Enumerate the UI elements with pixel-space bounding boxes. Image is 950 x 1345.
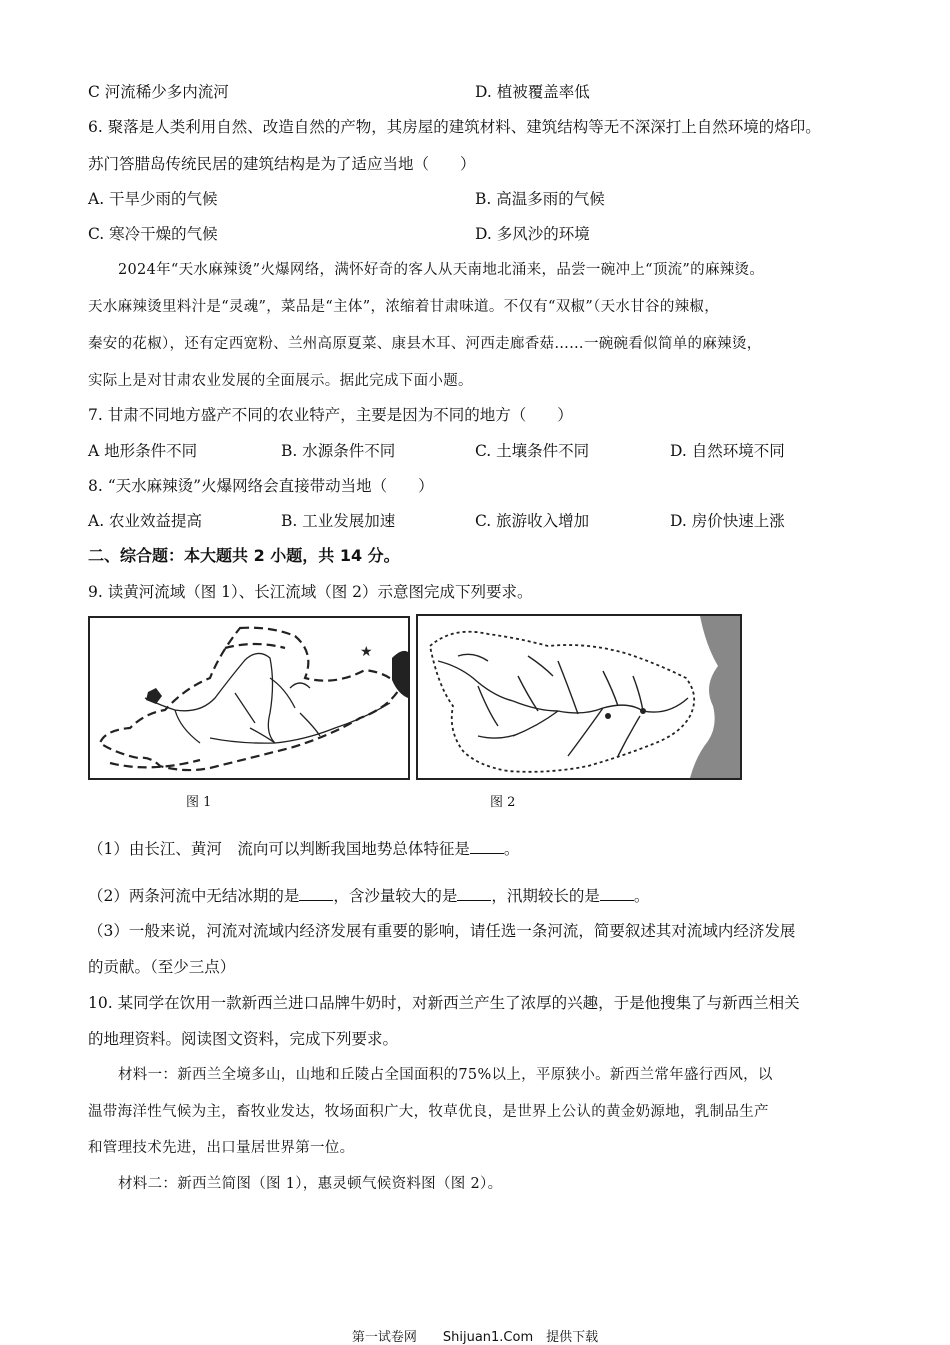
- q6-stem-line2: 苏门答腊岛传统民居的建筑结构是为了适应当地（ ）: [88, 155, 476, 173]
- q8-option-d: D. 房价快速上涨: [670, 512, 785, 530]
- q8-option-c: C. 旅游收入增加: [475, 512, 590, 530]
- q7-option-b: B. 水源条件不同: [281, 442, 396, 460]
- q10-stem-line1: 10. 某同学在饮用一款新西兰进口品牌牛奶时，对新西兰产生了浓厚的兴趣，于是他搜集了与新西兰相关: [88, 994, 800, 1012]
- answer-blank[interactable]: [600, 886, 634, 901]
- q9-part3-line2: 的贡献。（至少三点）: [88, 958, 236, 976]
- sea-area: [690, 616, 740, 778]
- q7-stem: 7. 甘肃不同地方盛产不同的农业特产，主要是因为不同的地方（ ）: [88, 406, 573, 424]
- q9-stem: 9. 读黄河流域（图 1）、长江流域（图 2）示意图完成下列要求。: [88, 583, 533, 601]
- q9-part2: [88, 886, 649, 906]
- figure1-yellow-river-map: [88, 616, 410, 780]
- q6-option-c: C. 寒冷干燥的气候: [88, 225, 218, 243]
- passage-line1: 2024年“天水麻辣烫”火爆网络，满怀好奇的客人从天南地北涌来，品尝一碗冲上“顶流”的麻辣烫。: [118, 262, 765, 278]
- figure1-caption: 图 1: [186, 795, 212, 810]
- yangtze-river-sketch: [418, 616, 740, 778]
- q9-part2-text-b: ，含沙量较大的是: [333, 887, 458, 905]
- yellow-river-sketch: [90, 618, 408, 778]
- q7-option-a: A 地形条件不同: [88, 442, 198, 460]
- q9-part3-line1: （3）一般来说，河流对流域内经济发展有重要的影响，请任选一条河流，简要叙述其对流域内经济发展: [88, 922, 796, 940]
- q5-option-d: D. 植被覆盖率低: [475, 83, 590, 101]
- q10-material1-line3: 和管理技术先进，出口量居世界第一位。: [88, 1140, 355, 1156]
- q9-part2-text-d: 。: [633, 887, 650, 905]
- q8-stem: 8. “天水麻辣烫”火爆网络会直接带动当地（ ）: [88, 477, 434, 495]
- q10-material1-line2: 温带海洋性气候为主，畜牧业发达，牧场面积广大，牧草优良，是世界上公认的黄金奶源地，乳制品生产: [88, 1104, 769, 1120]
- q10-material2: 材料二：新西兰简图（图 1），惠灵顿气候资料图（图 2）。: [118, 1176, 503, 1192]
- q6-option-a: A. 干旱少雨的气候: [88, 190, 218, 208]
- passage-line3: 秦安的花椒），还有定西宽粉、兰州高原夏菜、康县木耳、河西走廊香菇……一碗碗看似简单的麻辣烫，: [88, 336, 762, 352]
- q9-part1-end: 。: [503, 840, 520, 858]
- q9-part2-text-a: （2）两条河流中无结冰期的是: [88, 887, 300, 905]
- section2-heading: 二、综合题：本大题共 2 小题，共 14 分。: [88, 546, 400, 565]
- city-dot: [605, 713, 611, 719]
- answer-blank[interactable]: [299, 886, 333, 901]
- figure2-caption: 图 2: [490, 795, 516, 810]
- q5-option-c: C 河流稀少多内流河: [88, 83, 229, 101]
- q9-part1-text: （1）由长江、黄河 流向可以判断我国地势总体特征是: [88, 840, 470, 858]
- passage-line2: 天水麻辣烫里料汁是“灵魂”，菜品是“主体”，浓缩着甘肃味道。不仅有“双椒”（天水甘谷的辣椒，: [88, 299, 720, 315]
- q6-option-d: D. 多风沙的环境: [475, 225, 590, 243]
- coast-shape: [392, 651, 408, 698]
- lake-shape: [146, 688, 162, 704]
- q9-part2-text-c: ，汛期较长的是: [491, 887, 600, 905]
- passage-line4: 实际上是对甘肃农业发展的全面展示。据此完成下面小题。: [88, 373, 473, 389]
- star-icon: ★: [360, 644, 373, 660]
- q10-material1-line1: 材料一：新西兰全境多山，山地和丘陵占全国面积的75%以上，平原狭小。新西兰常年盛行西风，以: [118, 1067, 773, 1083]
- q9-part1: [88, 839, 519, 859]
- q6-option-b: B. 高温多雨的气候: [475, 190, 605, 208]
- q8-option-a: A. 农业效益提高: [88, 512, 203, 530]
- answer-blank[interactable]: [457, 886, 491, 901]
- page-footer: 第一试卷网 Shijuan1.Com 提供下载: [351, 1330, 599, 1345]
- answer-blank[interactable]: [470, 839, 504, 854]
- q7-option-d: D. 自然环境不同: [670, 442, 785, 460]
- q8-option-b: B. 工业发展加速: [281, 512, 396, 530]
- q10-stem-line2: 的地理资料。阅读图文资料，完成下列要求。: [88, 1030, 399, 1048]
- q7-option-c: C. 土壤条件不同: [475, 442, 590, 460]
- q6-stem-line1: 6. 聚落是人类利用自然、改造自然的产物，其房屋的建筑材料、建筑结构等无不深深打上自然环境的烙印。: [88, 118, 821, 136]
- city-dot: [640, 708, 646, 714]
- figure2-yangtze-river-map: [416, 614, 742, 780]
